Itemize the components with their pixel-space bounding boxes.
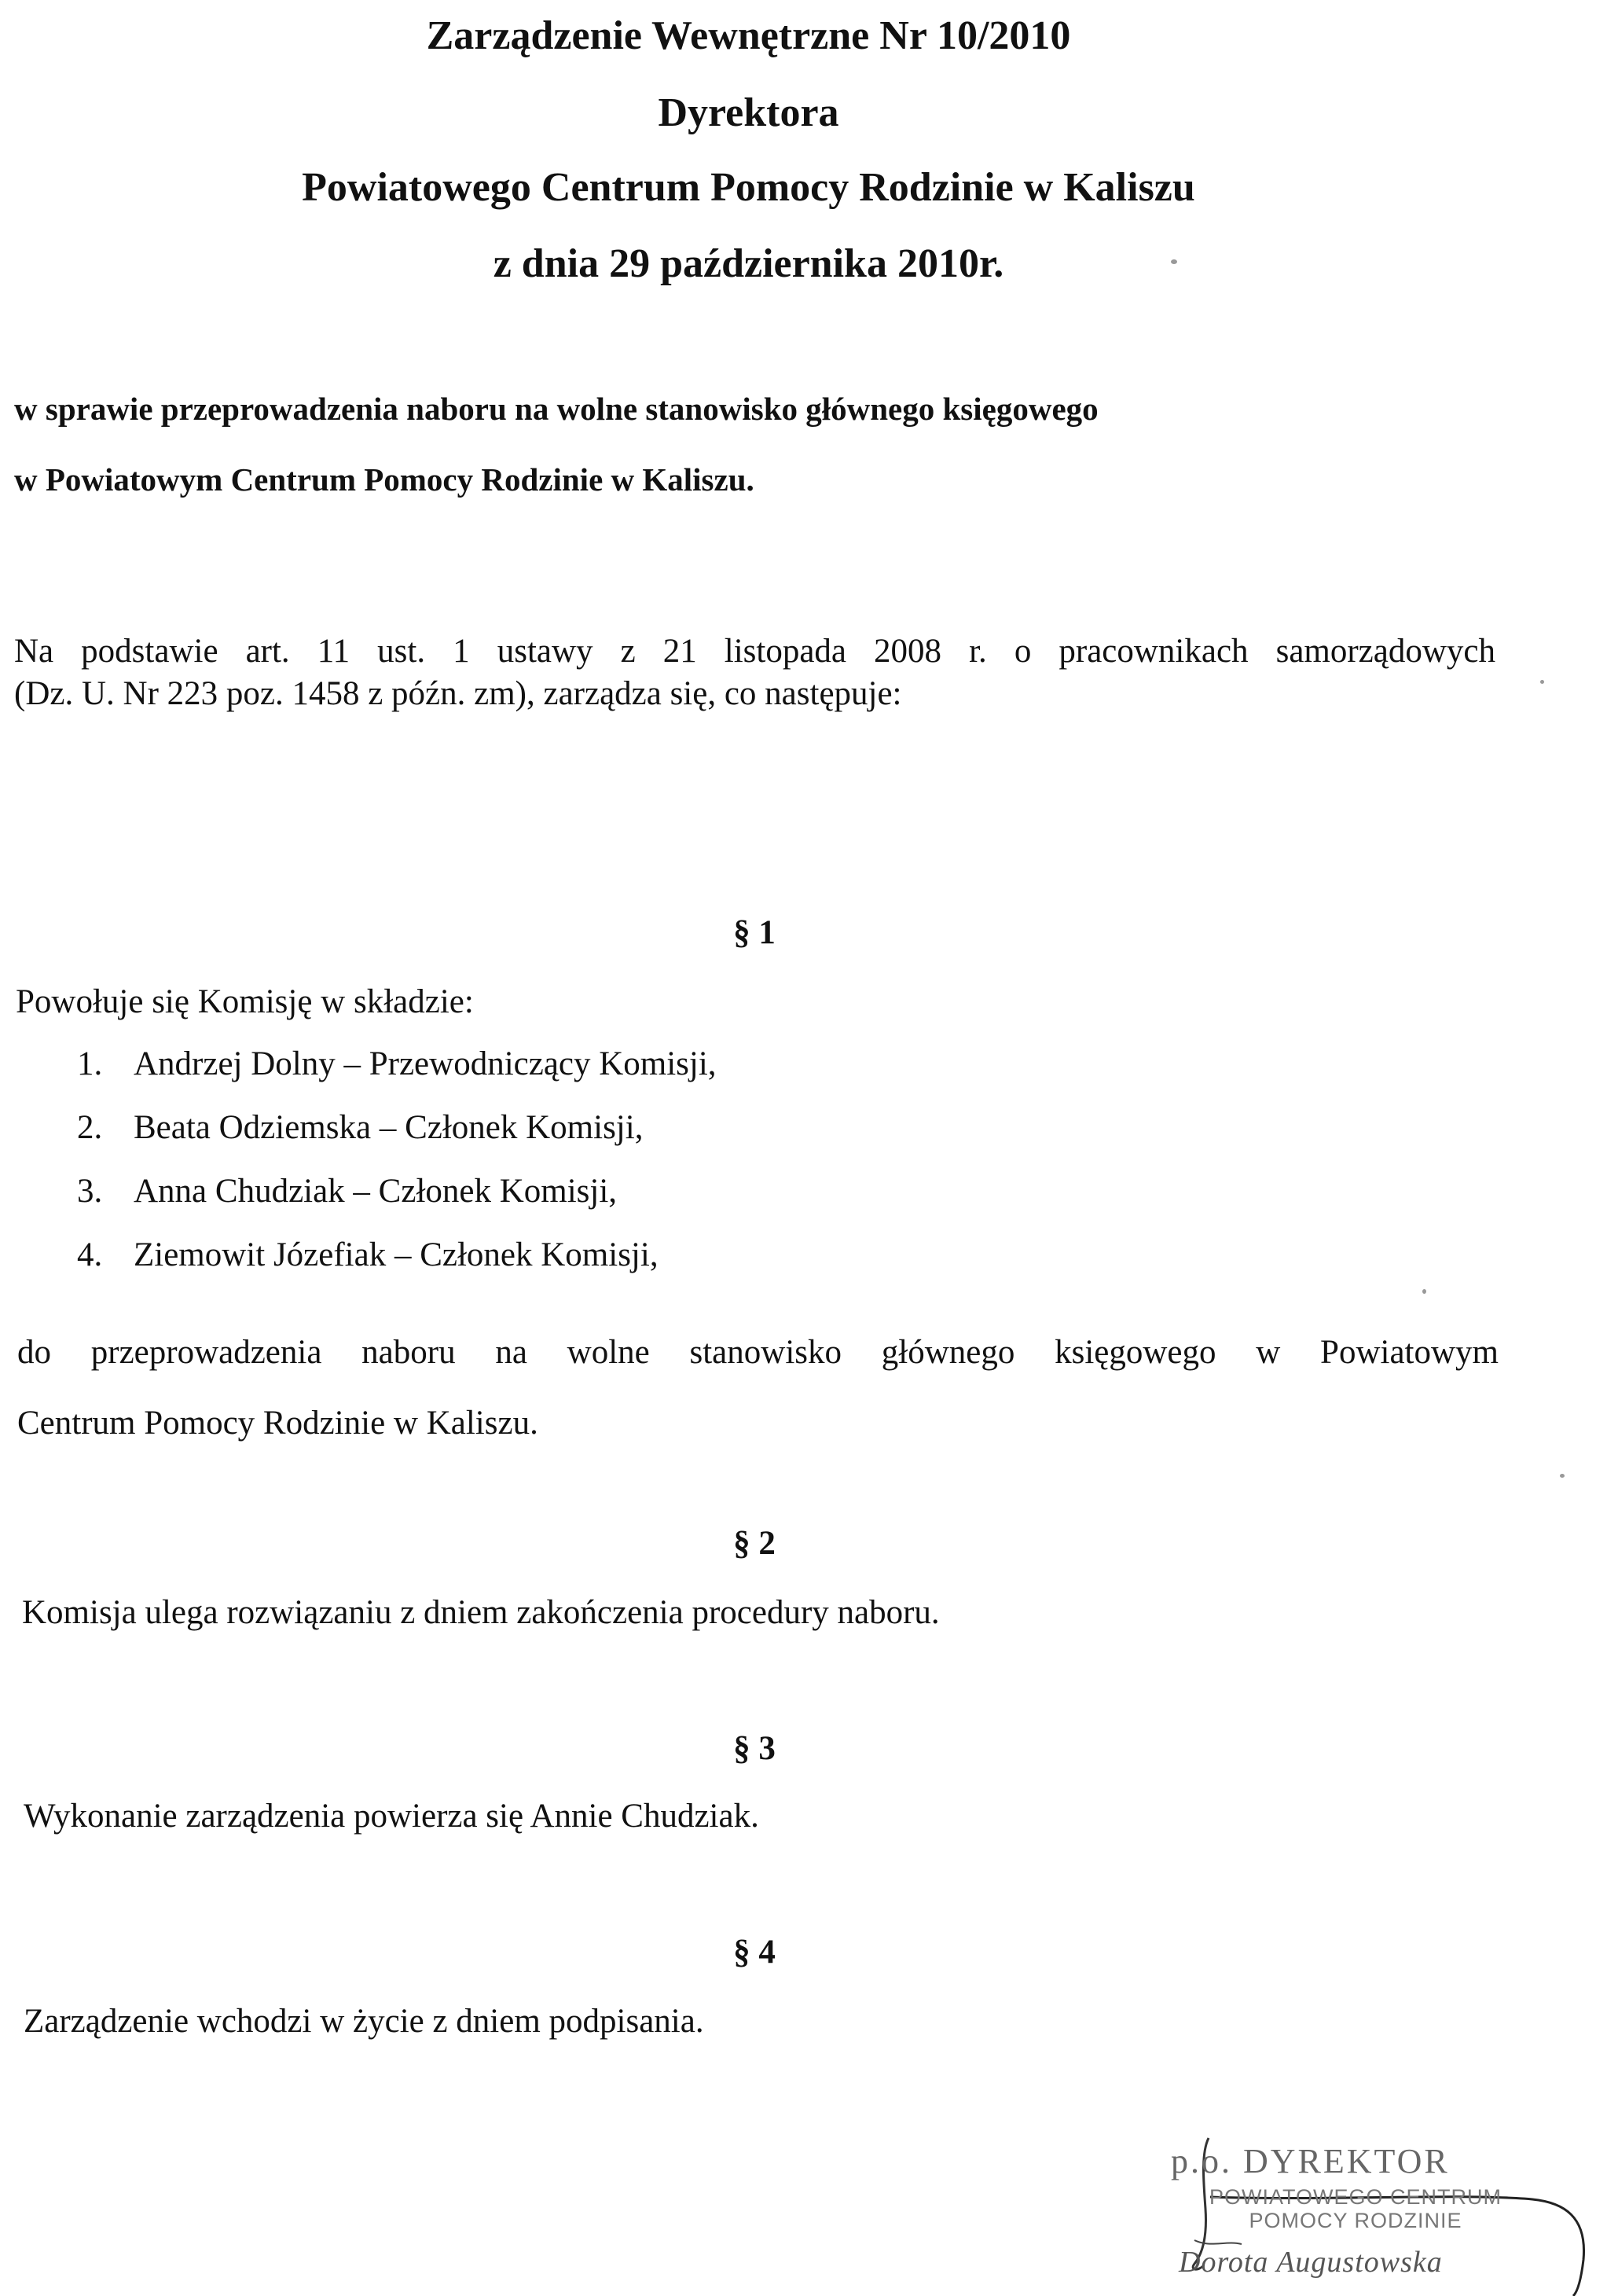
scan-speck — [1560, 1474, 1565, 1478]
commission-member-list — [77, 1047, 717, 1302]
document-date: z dnia 29 października 2010r. — [493, 241, 1004, 286]
list-item: 4. Ziemowit Józefiak – Członek Komisji, — [77, 1236, 659, 1273]
list-item: 3. Anna Chudziak – Członek Komisji, — [77, 1173, 618, 1210]
stamp-title: p.o. DYREKTOR — [1171, 2142, 1450, 2180]
director-stamp — [1163, 2122, 1603, 2296]
purpose-line-1: do przeprowadzenia naboru na wolne stanowisko głównego księgowego w Powiatowym — [17, 1334, 1499, 1371]
issuer-title: Dyrektora — [658, 90, 839, 135]
section-3-mark: § 3 — [733, 1730, 776, 1767]
scan-speck — [1540, 680, 1544, 684]
stamp-org-line-1: POWIATOWEGO CENTRUM — [1209, 2185, 1502, 2209]
scan-speck — [1171, 259, 1177, 264]
purpose-line-2: Centrum Pomocy Rodzinie w Kaliszu. — [17, 1405, 538, 1442]
issuer-organization: Powiatowego Centrum Pomocy Rodzinie w Kaliszu — [302, 165, 1195, 210]
stamp-name: Dorota Augustowska — [1179, 2246, 1443, 2279]
list-item: 1. Andrzej Dolny – Przewodniczący Komisji, — [77, 1045, 717, 1082]
list-item: 2. Beata Odziemska – Członek Komisji, — [77, 1109, 644, 1146]
scan-speck — [1422, 1289, 1426, 1294]
legal-basis — [14, 630, 1495, 715]
section-4-text: Zarządzenie wchodzi w życie z dniem podpisania. — [24, 2003, 704, 2040]
section-1-purpose — [17, 1317, 1499, 1459]
subject-line-1: w sprawie przeprowadzenia naboru na wolne stanowisko głównego księgowego — [14, 391, 1099, 427]
section-2-text: Komisja ulega rozwiązaniu z dniem zakończenia procedury naboru. — [22, 1594, 940, 1631]
section-4-mark: § 4 — [733, 1934, 776, 1971]
section-3-text: Wykonanie zarządzenia powierza się Annie Chudziak. — [24, 1798, 759, 1835]
section-1-mark: § 1 — [733, 914, 776, 951]
document-title: Zarządzenie Wewnętrzne Nr 10/2010 — [426, 13, 1071, 58]
section-2-mark: § 2 — [733, 1525, 776, 1562]
subject-line-2: w Powiatowym Centrum Pomocy Rodzinie w Kaliszu. — [14, 461, 754, 498]
legal-basis-line-1: Na podstawie art. 11 ust. 1 ustawy z 21 listopada 2008 r. o pracownikach samorządowych — [14, 633, 1495, 670]
stamp-org-line-2: POMOCY RODZINIE — [1249, 2209, 1462, 2232]
section-1-intro: Powołuje się Komisję w składzie: — [16, 983, 474, 1020]
legal-basis-line-2: (Dz. U. Nr 223 poz. 1458 z późn. zm), zarządza się, co następuje: — [14, 675, 902, 712]
